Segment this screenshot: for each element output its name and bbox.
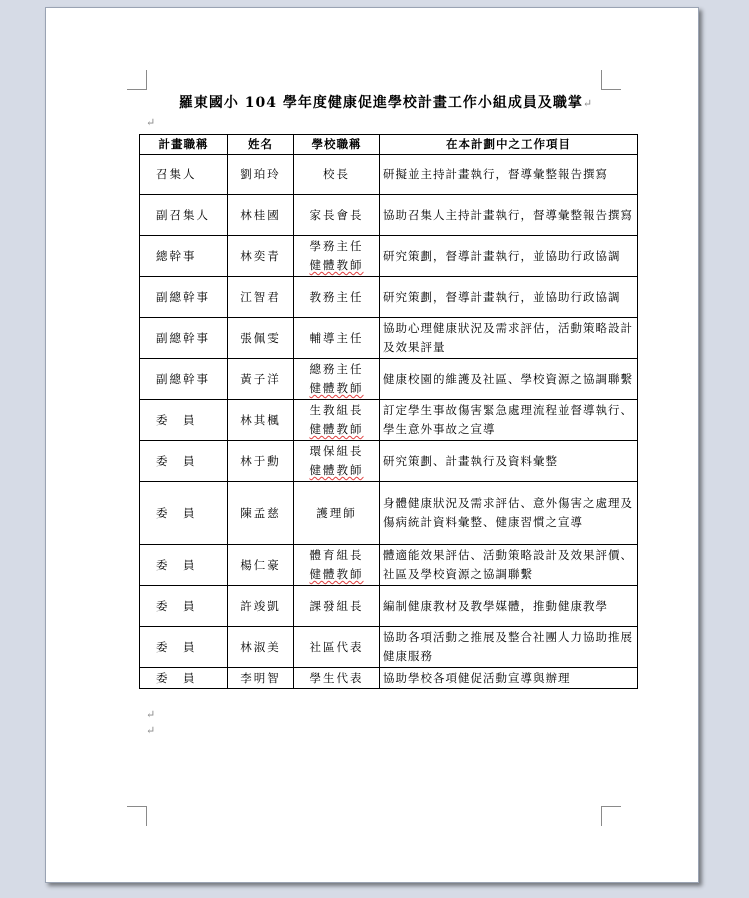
table-row [140,668,638,689]
cell-name: 林淑美 [228,627,294,668]
cell-school-title [294,195,380,236]
school-title-line: 生教組長 [309,403,364,417]
cell-plan-title: 委 員 [140,586,228,627]
cell-name: 張佩雯 [228,318,294,359]
cell-name: 江智君 [228,277,294,318]
cell-work-item: 研究策劃，督導計畫執行，並協助行政協調 [380,236,638,277]
cell-school-title [294,400,380,441]
school-title-line: 健體教師 [309,422,364,436]
school-title-line: 課發組長 [309,598,364,613]
cell-name: 林奕青 [228,236,294,277]
cell-plan-title: 副總幹事 [140,277,228,318]
table-row [140,277,638,318]
cell-work-item: 編制健康教材及教學媒體，推動健康教學 [380,586,638,627]
cell-name: 陳孟慈 [228,482,294,545]
cell-plan-title: 委 員 [140,627,228,668]
table-row [140,482,638,545]
table-row [140,586,638,627]
cell-name: 林其楓 [228,400,294,441]
cell-school-title [294,545,380,586]
table-row [140,195,638,236]
table-row [140,359,638,400]
header-plan-title: 計畫職稱 [140,135,228,155]
paragraph-mark: ↵ [582,97,594,110]
margin-corner-bottom-right [601,806,621,826]
cell-work-item: 協助召集人主持計畫執行，督導彙整報告撰寫 [380,195,638,236]
header-school-title: 學校職稱 [294,135,380,155]
cell-name: 李明智 [228,668,294,689]
cell-plan-title: 副總幹事 [140,359,228,400]
cell-name: 林桂國 [228,195,294,236]
cell-school-title [294,359,380,400]
cell-plan-title: 委 員 [140,441,228,482]
table-row [140,627,638,668]
cell-name: 劉珀玲 [228,155,294,195]
cell-name: 林于勳 [228,441,294,482]
document-page [45,7,699,883]
school-title-line: 總務主任 [309,362,364,376]
cell-name: 楊仁豪 [228,545,294,586]
school-title-line: 健體教師 [309,567,364,581]
document-title [136,92,636,112]
title-text: 羅東國小 104 學年度健康促進學校計畫工作小組成員及職掌 [178,95,583,111]
cell-plan-title: 總幹事 [140,236,228,277]
header-name: 姓名 [228,135,294,155]
cell-work-item: 體適能效果評估、活動策略設計及效果評價、社區及學校資源之協調聯繫 [380,545,638,586]
table-row [140,155,638,195]
cell-plan-title: 副總幹事 [140,318,228,359]
cell-plan-title: 委 員 [140,482,228,545]
paragraph-mark: ↵ [146,708,156,721]
school-title-line: 環保組長 [309,444,364,458]
school-title-line: 輔導主任 [309,330,364,345]
school-title-line: 健體教師 [309,463,364,477]
margin-corner-top-left [127,70,147,90]
cell-work-item: 身體健康狀況及需求評估、意外傷害之處理及傷病統計資料彙整、健康習慣之宣導 [380,482,638,545]
cell-name: 黃子洋 [228,359,294,400]
cell-school-title [294,668,380,689]
header-work-items: 在本計劃中之工作項目 [380,135,638,155]
table-row [140,441,638,482]
school-title-line: 護理師 [316,505,357,520]
cell-school-title [294,277,380,318]
cell-school-title [294,586,380,627]
table-header-row [140,135,638,155]
cell-school-title [294,318,380,359]
table-row [140,236,638,277]
school-title-line: 教務主任 [309,289,364,304]
cell-school-title [294,441,380,482]
school-title-line: 體育組長 [309,548,364,562]
cell-work-item: 協助心理健康狀況及需求評估，活動策略設計及效果評量 [380,318,638,359]
cell-plan-title: 召集人 [140,155,228,195]
school-title-line: 學務主任 [309,239,364,253]
cell-work-item: 研究策劃，督導計畫執行，並協助行政協調 [380,277,638,318]
school-title-line: 學生代表 [309,670,364,685]
school-title-line: 家長會長 [309,207,364,222]
table-row [140,318,638,359]
cell-name: 許竣凱 [228,586,294,627]
school-title-line: 社區代表 [309,639,364,654]
duty-table [139,134,638,689]
school-title-line: 校長 [323,167,350,181]
table-row [140,545,638,586]
cell-school-title [294,482,380,545]
margin-corner-top-right [601,70,621,90]
cell-work-item: 研擬並主持計畫執行，督導彙整報告撰寫 [380,155,638,195]
cell-school-title [294,627,380,668]
cell-work-item: 協助各項活動之推展及整合社團人力協助推展健康服務 [380,627,638,668]
cell-work-item: 健康校園的維護及社區、學校資源之協調聯繫 [380,359,638,400]
cell-plan-title: 委 員 [140,400,228,441]
cell-school-title [294,236,380,277]
cell-work-item: 協助學校各項健促活動宣導與辦理 [380,668,638,689]
cell-plan-title: 副召集人 [140,195,228,236]
table-row [140,400,638,441]
school-title-line: 健體教師 [309,258,364,272]
cell-plan-title: 委 員 [140,668,228,689]
cell-plan-title: 委 員 [140,545,228,586]
paragraph-mark: ↵ [146,116,156,129]
margin-corner-bottom-left [127,806,147,826]
cell-work-item: 研究策劃、計畫執行及資料彙整 [380,441,638,482]
school-title-line: 健體教師 [309,381,364,395]
cell-work-item: 訂定學生事故傷害緊急處理流程並督導執行、學生意外事故之宣導 [380,400,638,441]
paragraph-mark: ↵ [146,724,156,737]
cell-school-title [294,155,380,195]
